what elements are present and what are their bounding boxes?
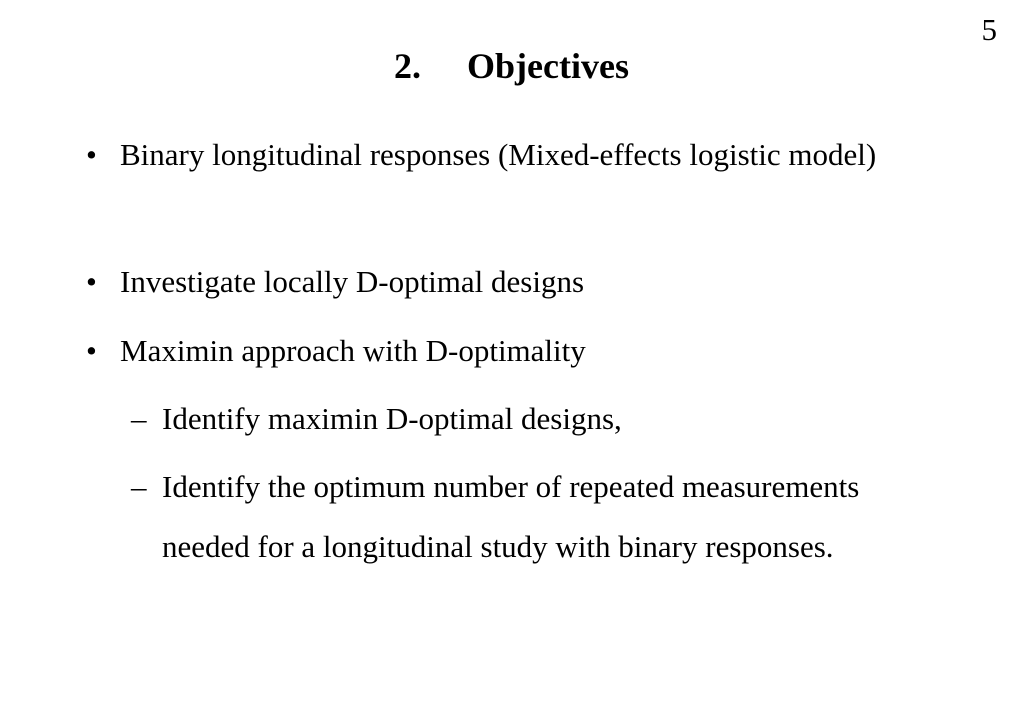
page-number: 5 bbox=[981, 12, 997, 47]
bullet-item bbox=[86, 252, 920, 312]
sub-bullet-text: Identify the optimum number of repeated measurements needed for a longitudinal study with binary responses. bbox=[162, 469, 860, 564]
section-number: 2. bbox=[394, 46, 422, 86]
sub-bullet-marker: – bbox=[131, 469, 147, 504]
bullet-marker: • bbox=[86, 333, 97, 368]
bullet-item bbox=[86, 125, 920, 185]
bullet-item bbox=[86, 321, 920, 381]
bullet-marker: • bbox=[86, 264, 97, 299]
bullet-text: Investigate locally D-optimal designs bbox=[120, 264, 585, 299]
section-title: Objectives bbox=[467, 46, 629, 86]
sub-bullet-text: Identify maximin D-optimal designs, bbox=[162, 401, 622, 436]
bullet-marker: • bbox=[86, 137, 97, 172]
sub-bullet-item bbox=[131, 389, 932, 449]
slide-title bbox=[0, 43, 1023, 89]
bullet-text: Binary longitudinal responses (Mixed-effects logistic model) bbox=[120, 137, 877, 172]
sub-bullet-item bbox=[131, 457, 932, 577]
bullet-text: Maximin approach with D-optimality bbox=[120, 333, 586, 368]
sub-bullet-marker: – bbox=[131, 401, 147, 436]
